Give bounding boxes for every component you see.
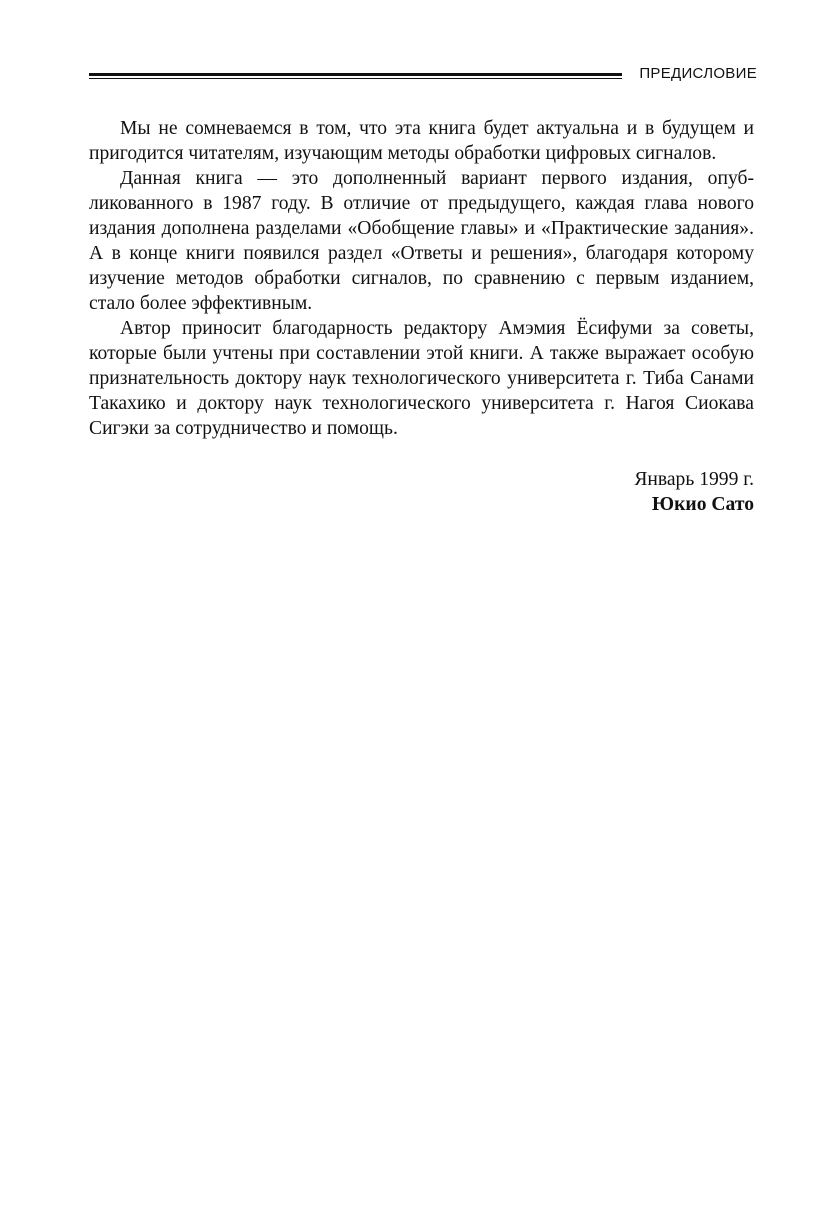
signature-block — [89, 467, 754, 517]
signature-date: Январь 1999 г. — [634, 469, 754, 490]
paragraph-1: Мы не сомневаемся в том, что эта книга будет актуальна и в будущем и пригодится читателям, изучающим методы обработки цифровых сигналов. — [89, 118, 754, 164]
paragraph-3: Автор приносит благодарность редактору Амэмия Ёсифуми за советы, которые были учтены при составлении этой книги. А также выражает особую признательность доктору наук технологического университета г. Тиба Санами Такахико и доктору наук технологического университета г. Нагоя Сиокава Сигэки за сотрудничество и помощь. — [89, 318, 754, 439]
header-rule — [89, 73, 622, 79]
section-title: ПРЕДИСЛОВИЕ — [639, 65, 757, 82]
paragraph-2: Данная книга — это дополненный вариант первого издания, опубликованного в 1987 году. В отличие от предыдущего, каждая глава нового издания дополнена разделами «Обобщение главы» и «Практические задания». А в конце книги появился раздел «Ответы и решения», благодаря которому изучение методов обработки сигналов, по сравнению с первым изданием, стало более эффективным. — [89, 168, 754, 314]
running-header — [89, 64, 757, 86]
page-body — [89, 116, 754, 517]
signature-author: Юкио Сато — [652, 494, 754, 515]
